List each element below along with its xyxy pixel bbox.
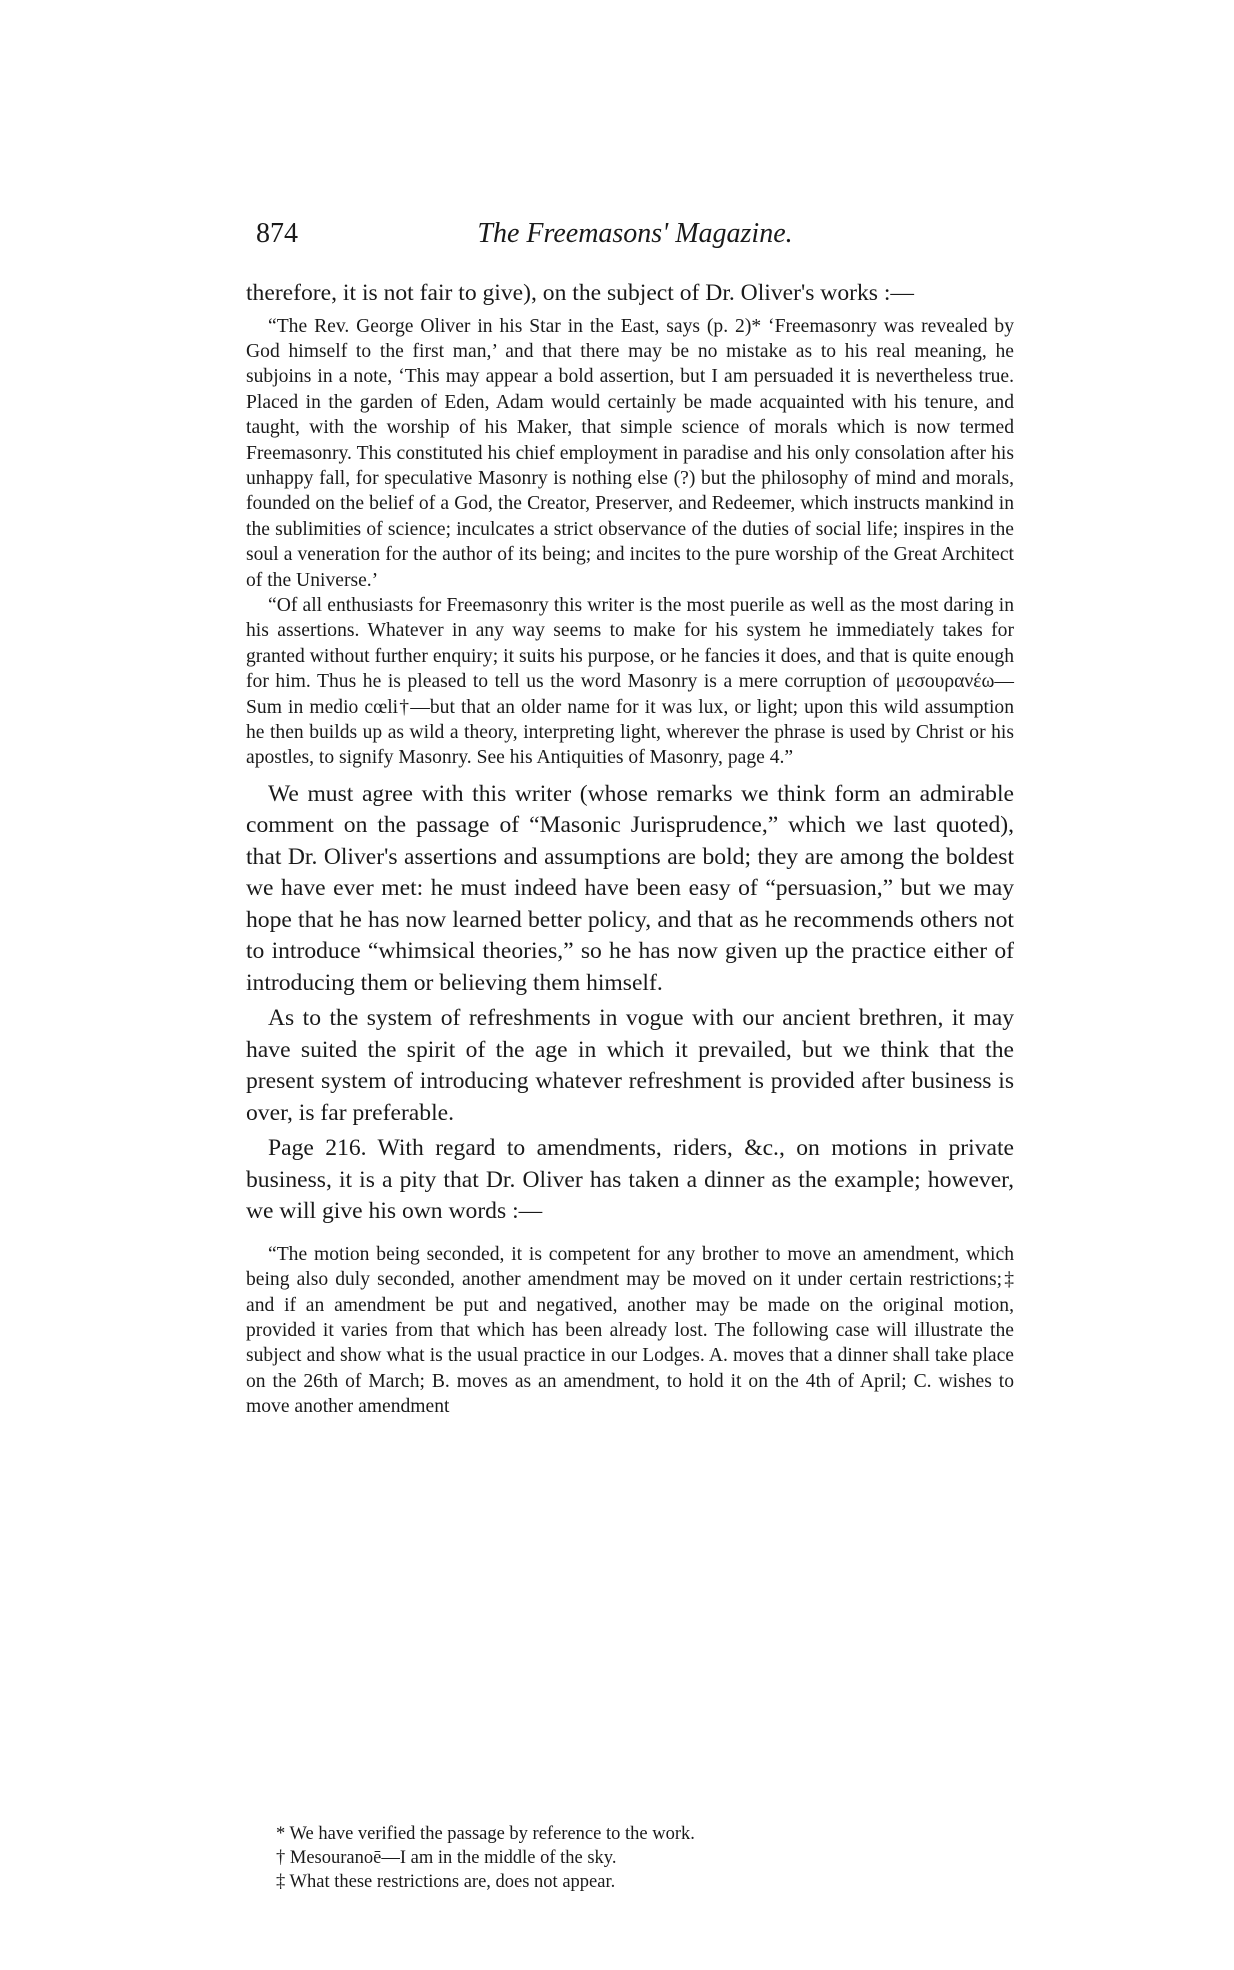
paragraph-refreshments: As to the system of refreshments in vogue with our ancient brethren, it may have suited the spirit of the age in which it prevailed, but we think that the present system of introducing whatever refreshment is provided after business is over, is far preferable. <box>246 1005 1014 1126</box>
paragraph-continuation: therefore, it is not fair to give), on the subject of Dr. Oliver's works :— <box>246 280 914 306</box>
footnote-1: * We have verified the passage by reference to the work. <box>276 1824 695 1844</box>
footnotes <box>276 1822 996 1894</box>
block-quote-motion: “The motion being seconded, it is competent for any brother to move an amendment, which being also duly seconded, another amendment may be moved on it under certain restrictions;‡ and if an amendment be put and negatived, another may be made on the original motion, provided it varies from that which has been already lost. The following case will illustrate the subject and show what is the usual practice in our Lodges. A. moves that a dinner shall take place on the 26th of March; B. moves as an amendment, to hold it on the 4th of April; C. wishes to move another amendment <box>246 1243 1014 1418</box>
article-body <box>246 278 1014 1420</box>
running-title: The Freemasons' Magazine. <box>477 218 793 249</box>
page-number: 874 <box>256 218 298 249</box>
footnote-2: † Mesouranoē—I am in the middle of the sky. <box>276 1848 617 1868</box>
paragraph-amendments: Page 216. With regard to amendments, riders, &c., on motions in private business, it is a pity that Dr. Oliver has taken a dinner as the example; however, we will give his own words :— <box>246 1135 1014 1225</box>
page-header <box>256 218 1014 258</box>
block-quote-oliver: “The Rev. George Oliver in his Star in the East, says (p. 2)* ‘Freemasonry was revealed by God himself to the first man,’ and that there may be no mistake as to his real meaning, he subjoins in a note, ‘This may appear a bold assertion, but I am persuaded it is nevertheless true. Placed in the garden of Eden, Adam would certainly be made acquainted with his tenure, and taught, with the worship of his Maker, that simple science of morals which is now termed Freemasonry. This constituted his chief employment in paradise and his only consolation after his unhappy fall, for speculative Masonry is nothing else (?) but the philosophy of mind and morals, founded on the belief of a God, the Creator, Preserver, and Redeemer, which instructs mankind in the sublimities of science; inculcates a strict observance of the duties of social life; inspires in the soul a veneration for the author of its being; and incites to the pure worship of the Great Architect of the Universe.’ <box>246 315 1014 591</box>
paragraph-agreement: We must agree with this writer (whose remarks we think form an admirable comment on the passage of “Masonic Jurisprudence,” which we last quoted), that Dr. Oliver's assertions and assumptions are bold; they are among the boldest we have ever met: he must indeed have been easy of “persuasion,” but we may hope that he has now learned better policy, and that as he recommends others not to introduce “whimsical theories,” so he has now given up the practice either of introducing them or believing them himself. <box>246 780 1014 996</box>
block-quote-enthusiasts: “Of all enthusiasts for Freemasonry this writer is the most puerile as well as the most daring in his assertions. Whatever in any way seems to make for his system he immediately takes for granted without further enquiry; it suits his purpose, or he fancies it does, and that is quite enough for him. Thus he is pleased to tell us the word Masonry is a mere corruption of μεσουρανέω—Sum in medio cœli†—but that an older name for it was lux, or light; upon this wild assumption he then builds up as wild a theory, interpreting light, wherever the phrase is used by Christ or his apostles, to signify Masonry. See his Antiquities of Masonry, page 4.” <box>246 594 1014 769</box>
footnote-3: ‡ What these restrictions are, does not appear. <box>276 1872 616 1892</box>
